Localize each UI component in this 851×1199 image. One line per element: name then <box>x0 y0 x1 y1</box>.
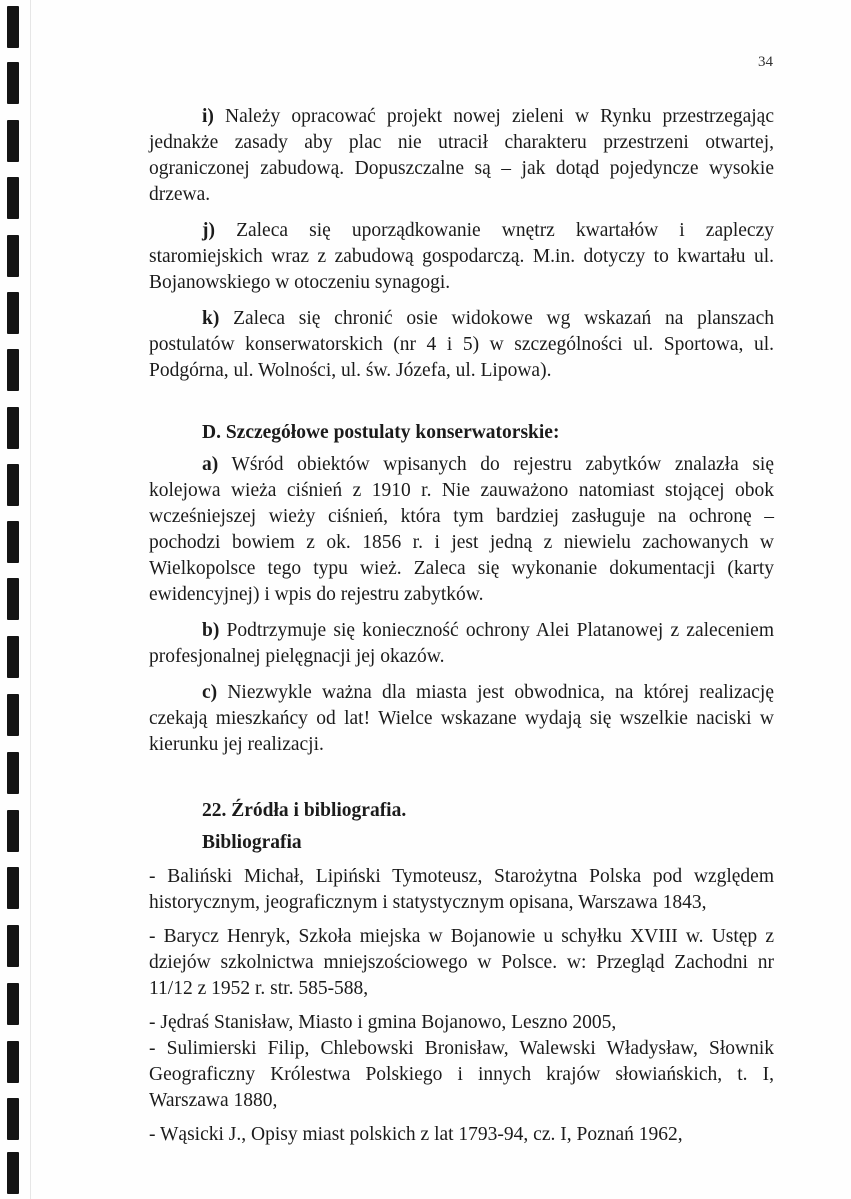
page-content <box>149 104 774 1156</box>
paragraph-text: Podtrzymuje się konieczność ochrony Alei Platanowej z zaleceniem profesjonalnej pielęgnacji jej okazów. <box>149 620 774 667</box>
section-22-heading: 22. Źródła i bibliografia. <box>202 800 407 821</box>
paragraph-text: Zaleca się chronić osie widokowe wg wskazań na planszach postulatów konserwatorskich (nr 4 i 5) w szczególności ul. Sportowa, ul. Podgórna, ul. Wolności, ul. św. Józefa, ul. Lipowa). <box>149 308 774 381</box>
binding-mark <box>7 349 19 391</box>
binding-mark <box>7 983 19 1025</box>
binding-mark <box>7 1041 19 1083</box>
binding-mark <box>7 464 19 506</box>
binding-mark <box>7 578 19 620</box>
binding-mark <box>7 810 19 852</box>
binding-mark <box>7 752 19 794</box>
binding-mark <box>7 292 19 334</box>
binding-mark <box>7 6 19 48</box>
binding-mark <box>7 235 19 277</box>
paragraph-j <box>149 218 774 296</box>
paragraph-label: c) <box>202 682 218 703</box>
paragraph-label: j) <box>202 220 215 241</box>
binding-mark <box>7 120 19 162</box>
paragraph-text: Niezwykle ważna dla miasta jest obwodnica, na której realizację czekają mieszkańcy od lat! Wielce wskazane wydają się wszelkie naciski w kierunku jej realizacji. <box>149 682 774 755</box>
bibliography-item: - Baliński Michał, Lipiński Tymoteusz, Starożytna Polska pod względem historycznym, jeograficznym i statystycznym opisana, Warszawa 1843, <box>149 866 774 913</box>
binding-mark <box>7 925 19 967</box>
paragraph-text: Należy opracować projekt nowej zieleni w Rynku przestrzegając jednakże zasady aby plac nie utracił charakteru przestrzeni otwartej, ograniczonej zabudową. Dopuszczalne są – jak dotąd pojedyncze wysokie drzewa. <box>149 106 774 205</box>
binding-mark <box>7 694 19 736</box>
binding-mark <box>7 636 19 678</box>
bibliography-item: - Jędraś Stanisław, Miasto i gmina Bojanowo, Leszno 2005, <box>149 1012 617 1033</box>
paragraph-label: k) <box>202 308 220 329</box>
bibliography-item: - Barycz Henryk, Szkoła miejska w Bojanowie u schyłku XVIII w. Ustęp z dziejów szkolnictwa mniejszościowego w Polsce. w: Przegląd Zachodni nr 11/12 z 1952 r. str. 585-588, <box>149 926 774 999</box>
binding-mark <box>7 867 19 909</box>
bibliography-item: - Sulimierski Filip, Chlebowski Bronisław, Walewski Władysław, Słownik Geograficzny Królestwa Polskiego i innych krajów słowiańskich, t. I, Warszawa 1880, <box>149 1038 774 1111</box>
binding-mark <box>7 62 19 104</box>
binding-mark <box>7 407 19 449</box>
paragraph-k <box>149 306 774 384</box>
binding-mark <box>7 177 19 219</box>
paragraph-c <box>149 680 774 758</box>
bibliography-subheading: Bibliografia <box>202 832 302 853</box>
paragraph-text: Zaleca się uporządkowanie wnętrz kwartałów i zapleczy staromiejskich wraz z zabudową gospodarczą. M.in. dotyczy to kwartału ul. Bojanowskiego w otoczeniu synagogi. <box>149 220 774 293</box>
binding-mark <box>7 521 19 563</box>
paragraph-b <box>149 618 774 670</box>
paragraph-text: Wśród obiektów wpisanych do rejestru zabytków znalazła się kolejowa wieża ciśnień z 1910 r. Nie zauważono natomiast stojącej obok wcześniejszej wieży ciśnień, która tym bardziej zasługuje na ochronę – pochodzi bowiem z ok. 1856 r. i jest jedną z niewielu zachowanych w Wielkopolsce tego typu wież. Zaleca się wykonanie dokumentacji (karty ewidencyjnej) i wpis do rejestru zabytków. <box>149 454 774 605</box>
paragraph-i <box>149 104 774 208</box>
paragraph-a <box>149 452 774 608</box>
binding-edge-line <box>30 0 31 1199</box>
binding-mark <box>7 1152 19 1194</box>
page-number: 34 <box>758 54 773 70</box>
section-d-heading: D. Szczegółowe postulaty konserwatorskie: <box>202 422 560 443</box>
binding-mark <box>7 1098 19 1140</box>
paragraph-label: i) <box>202 106 214 127</box>
bibliography-item: - Wąsicki J., Opisy miast polskich z lat 1793-94, cz. I, Poznań 1962, <box>149 1124 683 1145</box>
paragraph-label: a) <box>202 454 219 475</box>
binding-marks <box>0 0 40 1199</box>
paragraph-label: b) <box>202 620 220 641</box>
